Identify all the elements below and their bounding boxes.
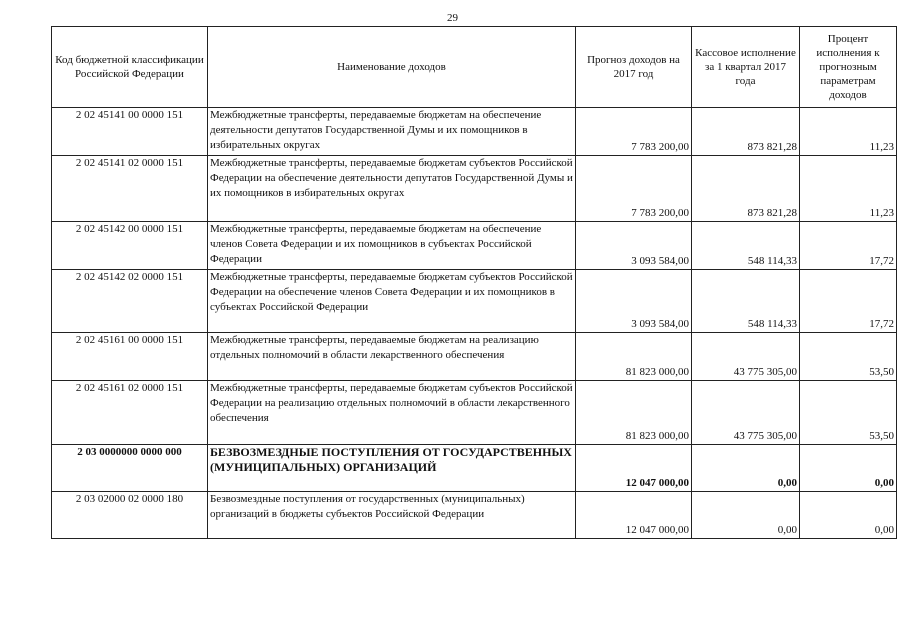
row-code: 2 02 45141 02 0000 151 bbox=[52, 156, 208, 222]
row-name: Межбюджетные трансферты, передаваемые бюджетам субъектов Российской Федерации на обеспечение членов Совета Федерации и их помощников в субъектах Российской Федерации bbox=[208, 270, 576, 333]
row-name: Межбюджетные трансферты, передаваемые бюджетам на реализацию отдельных полномочий в области лекарственного обеспечения bbox=[208, 333, 576, 381]
row-name: Межбюджетные трансферты, передаваемые бюджетам на обеспечение членов Совета Федерации и их помощников в субъектах Российской Федерации bbox=[208, 222, 576, 270]
row-code: 2 02 45161 02 0000 151 bbox=[52, 381, 208, 445]
table-row bbox=[52, 156, 897, 222]
row-name: Межбюджетные трансферты, передаваемые бюджетам субъектов Российской Федерации на реализацию отдельных полномочий в области лекарственного обеспечения bbox=[208, 381, 576, 445]
table-row bbox=[52, 445, 897, 492]
row-execution: 548 114,33 bbox=[692, 222, 800, 270]
row-forecast: 3 093 584,00 bbox=[576, 222, 692, 270]
header-code: Код бюджетной классификации Российской Федерации bbox=[52, 27, 208, 108]
row-name: Межбюджетные трансферты, передаваемые бюджетам на обеспечение деятельности депутатов Государственной Думы и их помощников в избирательных округах bbox=[208, 108, 576, 156]
row-percent: 17,72 bbox=[800, 270, 897, 333]
row-code: 2 02 45141 00 0000 151 bbox=[52, 108, 208, 156]
row-execution: 873 821,28 bbox=[692, 156, 800, 222]
row-percent: 11,23 bbox=[800, 156, 897, 222]
row-forecast: 7 783 200,00 bbox=[576, 108, 692, 156]
page-number: 29 bbox=[447, 12, 458, 24]
row-code: 2 02 45142 02 0000 151 bbox=[52, 270, 208, 333]
table-row bbox=[52, 381, 897, 445]
row-name: Безвозмездные поступления от государственных (муниципальных) организаций в бюджеты субъектов Российской Федерации bbox=[208, 492, 576, 539]
row-name: БЕЗВОЗМЕЗДНЫЕ ПОСТУПЛЕНИЯ ОТ ГОСУДАРСТВЕННЫХ (МУНИЦИПАЛЬНЫХ) ОРГАНИЗАЦИЙ bbox=[208, 445, 576, 492]
row-forecast: 12 047 000,00 bbox=[576, 445, 692, 492]
row-execution: 548 114,33 bbox=[692, 270, 800, 333]
row-name: Межбюджетные трансферты, передаваемые бюджетам субъектов Российской Федерации на обеспечение деятельности депутатов Государственной Думы и их помощников в избирательных округах bbox=[208, 156, 576, 222]
row-forecast: 3 093 584,00 bbox=[576, 270, 692, 333]
table-header-row bbox=[52, 27, 897, 108]
row-execution: 43 775 305,00 bbox=[692, 381, 800, 445]
row-percent: 53,50 bbox=[800, 381, 897, 445]
header-execution: Кассовое исполнение за 1 квартал 2017 года bbox=[692, 27, 800, 108]
row-forecast: 81 823 000,00 bbox=[576, 333, 692, 381]
revenue-table bbox=[51, 26, 897, 539]
row-code: 2 02 45142 00 0000 151 bbox=[52, 222, 208, 270]
header-percent: Процент исполнения к прогнозным параметрам доходов bbox=[800, 27, 897, 108]
row-percent: 53,50 bbox=[800, 333, 897, 381]
row-code: 2 03 0000000 0000 000 bbox=[52, 445, 208, 492]
table-row bbox=[52, 270, 897, 333]
row-code: 2 03 02000 02 0000 180 bbox=[52, 492, 208, 539]
table-row bbox=[52, 492, 897, 539]
table-row bbox=[52, 108, 897, 156]
row-percent: 17,72 bbox=[800, 222, 897, 270]
row-forecast: 7 783 200,00 bbox=[576, 156, 692, 222]
row-percent: 0,00 bbox=[800, 445, 897, 492]
row-execution: 873 821,28 bbox=[692, 108, 800, 156]
row-forecast: 12 047 000,00 bbox=[576, 492, 692, 539]
row-forecast: 81 823 000,00 bbox=[576, 381, 692, 445]
row-code: 2 02 45161 00 0000 151 bbox=[52, 333, 208, 381]
row-percent: 0,00 bbox=[800, 492, 897, 539]
table-row bbox=[52, 333, 897, 381]
header-forecast: Прогноз доходов на 2017 год bbox=[576, 27, 692, 108]
row-execution: 0,00 bbox=[692, 492, 800, 539]
row-execution: 43 775 305,00 bbox=[692, 333, 800, 381]
table-row bbox=[52, 222, 897, 270]
row-execution: 0,00 bbox=[692, 445, 800, 492]
row-percent: 11,23 bbox=[800, 108, 897, 156]
header-name: Наименование доходов bbox=[208, 27, 576, 108]
